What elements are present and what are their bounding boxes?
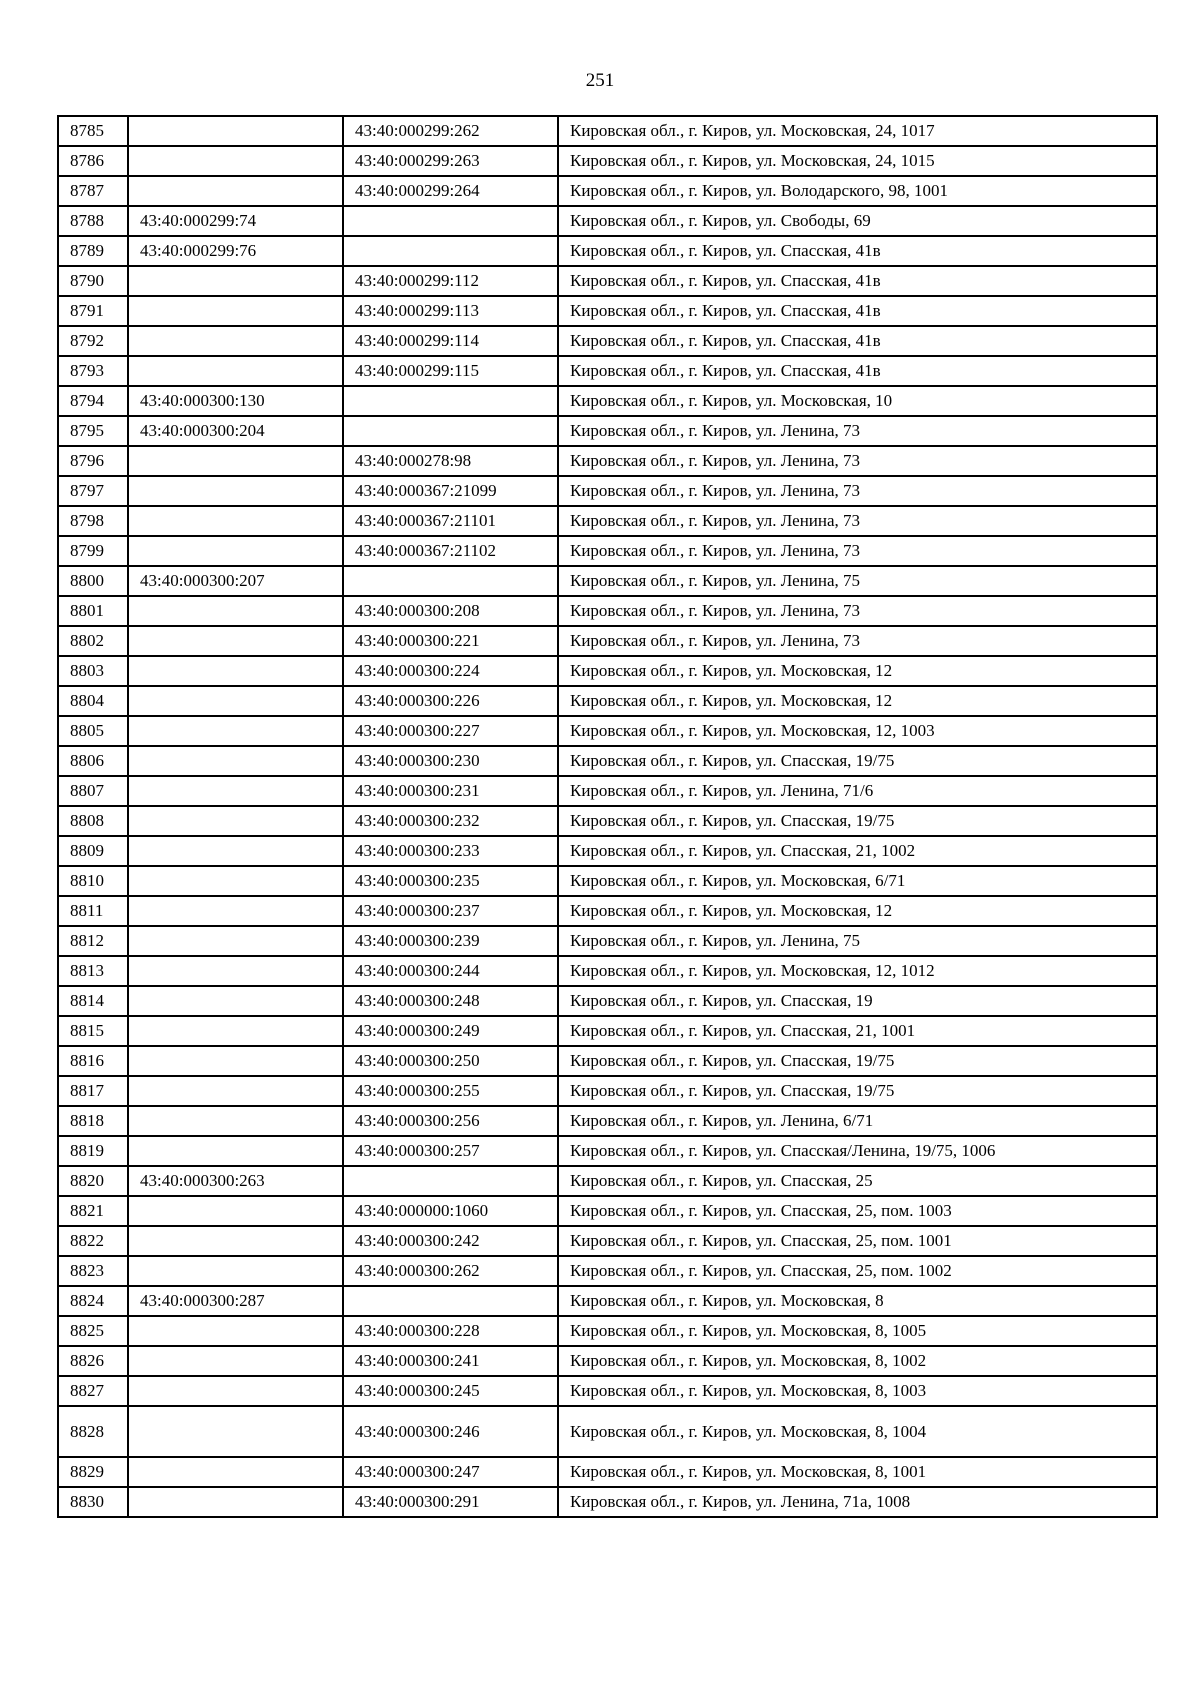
table-row — [58, 1457, 1157, 1487]
row-number-cell: 8816 — [58, 1046, 128, 1076]
row-number-cell: 8823 — [58, 1256, 128, 1286]
parcel-cadastral-number-cell: 43:40:000300:207 — [128, 566, 343, 596]
row-number-cell: 8812 — [58, 926, 128, 956]
address-cell: Кировская обл., г. Киров, ул. Московская, 24, 1015 — [558, 146, 1157, 176]
address-cell: Кировская обл., г. Киров, ул. Московская, 12, 1012 — [558, 956, 1157, 986]
table-row — [58, 266, 1157, 296]
parcel-cadastral-number-cell — [128, 806, 343, 836]
address-cell: Кировская обл., г. Киров, ул. Московская, 12 — [558, 656, 1157, 686]
address-cell: Кировская обл., г. Киров, ул. Ленина, 73 — [558, 626, 1157, 656]
parcel-cadastral-number-cell — [128, 1196, 343, 1226]
parcel-cadastral-number-cell — [128, 1487, 343, 1517]
address-cell: Кировская обл., г. Киров, ул. Московская, 8, 1001 — [558, 1457, 1157, 1487]
table-row — [58, 1346, 1157, 1376]
object-cadastral-number-cell: 43:40:000300:257 — [343, 1136, 558, 1166]
parcel-cadastral-number-cell — [128, 176, 343, 206]
parcel-cadastral-number-cell — [128, 326, 343, 356]
object-cadastral-number-cell: 43:40:000299:112 — [343, 266, 558, 296]
table-row — [58, 1046, 1157, 1076]
table-row — [58, 1076, 1157, 1106]
table-row — [58, 1286, 1157, 1316]
table-row — [58, 1316, 1157, 1346]
address-cell: Кировская обл., г. Киров, ул. Свободы, 69 — [558, 206, 1157, 236]
address-cell: Кировская обл., г. Киров, ул. Спасская, 21, 1002 — [558, 836, 1157, 866]
parcel-cadastral-number-cell — [128, 656, 343, 686]
object-cadastral-number-cell — [343, 206, 558, 236]
table-row — [58, 1226, 1157, 1256]
address-cell: Кировская обл., г. Киров, ул. Ленина, 71а, 1008 — [558, 1487, 1157, 1517]
row-number-cell: 8830 — [58, 1487, 128, 1517]
row-number-cell: 8796 — [58, 446, 128, 476]
table-row — [58, 896, 1157, 926]
table-row — [58, 626, 1157, 656]
table-row — [58, 356, 1157, 386]
row-number-cell: 8788 — [58, 206, 128, 236]
row-number-cell: 8808 — [58, 806, 128, 836]
address-cell: Кировская обл., г. Киров, ул. Спасская/Ленина, 19/75, 1006 — [558, 1136, 1157, 1166]
parcel-cadastral-number-cell — [128, 476, 343, 506]
table-row — [58, 956, 1157, 986]
object-cadastral-number-cell: 43:40:000300:232 — [343, 806, 558, 836]
registry-table-body — [58, 116, 1157, 1517]
parcel-cadastral-number-cell — [128, 1256, 343, 1286]
row-number-cell: 8824 — [58, 1286, 128, 1316]
parcel-cadastral-number-cell — [128, 1406, 343, 1457]
object-cadastral-number-cell: 43:40:000300:228 — [343, 1316, 558, 1346]
parcel-cadastral-number-cell — [128, 1106, 343, 1136]
row-number-cell: 8791 — [58, 296, 128, 326]
row-number-cell: 8803 — [58, 656, 128, 686]
object-cadastral-number-cell — [343, 1166, 558, 1196]
parcel-cadastral-number-cell — [128, 446, 343, 476]
table-row — [58, 386, 1157, 416]
row-number-cell: 8785 — [58, 116, 128, 146]
row-number-cell: 8801 — [58, 596, 128, 626]
parcel-cadastral-number-cell — [128, 1226, 343, 1256]
object-cadastral-number-cell: 43:40:000300:237 — [343, 896, 558, 926]
table-row — [58, 806, 1157, 836]
table-row — [58, 236, 1157, 266]
object-cadastral-number-cell: 43:40:000300:246 — [343, 1406, 558, 1457]
parcel-cadastral-number-cell — [128, 956, 343, 986]
object-cadastral-number-cell: 43:40:000300:262 — [343, 1256, 558, 1286]
address-cell: Кировская обл., г. Киров, ул. Московская, 12 — [558, 896, 1157, 926]
parcel-cadastral-number-cell — [128, 866, 343, 896]
row-number-cell: 8799 — [58, 536, 128, 566]
object-cadastral-number-cell — [343, 1286, 558, 1316]
row-number-cell: 8798 — [58, 506, 128, 536]
table-row — [58, 536, 1157, 566]
table-row — [58, 206, 1157, 236]
address-cell: Кировская обл., г. Киров, ул. Спасская, 25 — [558, 1166, 1157, 1196]
address-cell: Кировская обл., г. Киров, ул. Ленина, 73 — [558, 506, 1157, 536]
address-cell: Кировская обл., г. Киров, ул. Спасская, 25, пом. 1003 — [558, 1196, 1157, 1226]
object-cadastral-number-cell — [343, 416, 558, 446]
object-cadastral-number-cell — [343, 236, 558, 266]
row-number-cell: 8794 — [58, 386, 128, 416]
object-cadastral-number-cell: 43:40:000299:114 — [343, 326, 558, 356]
table-row — [58, 596, 1157, 626]
parcel-cadastral-number-cell — [128, 716, 343, 746]
address-cell: Кировская обл., г. Киров, ул. Спасская, 19/75 — [558, 746, 1157, 776]
table-row — [58, 1256, 1157, 1286]
object-cadastral-number-cell: 43:40:000367:21101 — [343, 506, 558, 536]
row-number-cell: 8790 — [58, 266, 128, 296]
address-cell: Кировская обл., г. Киров, ул. Спасская, 41в — [558, 326, 1157, 356]
table-row — [58, 986, 1157, 1016]
address-cell: Кировская обл., г. Киров, ул. Ленина, 73 — [558, 596, 1157, 626]
object-cadastral-number-cell: 43:40:000299:264 — [343, 176, 558, 206]
row-number-cell: 8827 — [58, 1376, 128, 1406]
address-cell: Кировская обл., г. Киров, ул. Ленина, 73 — [558, 536, 1157, 566]
row-number-cell: 8825 — [58, 1316, 128, 1346]
object-cadastral-number-cell: 43:40:000299:263 — [343, 146, 558, 176]
table-row — [58, 686, 1157, 716]
table-row — [58, 176, 1157, 206]
address-cell: Кировская обл., г. Киров, ул. Спасская, 19 — [558, 986, 1157, 1016]
address-cell: Кировская обл., г. Киров, ул. Московская, 10 — [558, 386, 1157, 416]
address-cell: Кировская обл., г. Киров, ул. Ленина, 75 — [558, 926, 1157, 956]
address-cell: Кировская обл., г. Киров, ул. Ленина, 73 — [558, 446, 1157, 476]
parcel-cadastral-number-cell: 43:40:000300:130 — [128, 386, 343, 416]
row-number-cell: 8814 — [58, 986, 128, 1016]
address-cell: Кировская обл., г. Киров, ул. Московская, 8, 1003 — [558, 1376, 1157, 1406]
parcel-cadastral-number-cell: 43:40:000299:76 — [128, 236, 343, 266]
row-number-cell: 8797 — [58, 476, 128, 506]
row-number-cell: 8786 — [58, 146, 128, 176]
table-row — [58, 746, 1157, 776]
address-cell: Кировская обл., г. Киров, ул. Ленина, 6/71 — [558, 1106, 1157, 1136]
row-number-cell: 8813 — [58, 956, 128, 986]
address-cell: Кировская обл., г. Киров, ул. Спасская, 41в — [558, 236, 1157, 266]
parcel-cadastral-number-cell — [128, 296, 343, 326]
object-cadastral-number-cell — [343, 386, 558, 416]
table-row — [58, 146, 1157, 176]
address-cell: Кировская обл., г. Киров, ул. Спасская, 25, пом. 1001 — [558, 1226, 1157, 1256]
table-row — [58, 116, 1157, 146]
parcel-cadastral-number-cell — [128, 986, 343, 1016]
table-row — [58, 446, 1157, 476]
row-number-cell: 8804 — [58, 686, 128, 716]
row-number-cell: 8826 — [58, 1346, 128, 1376]
address-cell: Кировская обл., г. Киров, ул. Московская, 8, 1002 — [558, 1346, 1157, 1376]
table-row — [58, 836, 1157, 866]
parcel-cadastral-number-cell — [128, 1046, 343, 1076]
address-cell: Кировская обл., г. Киров, ул. Спасская, 19/75 — [558, 806, 1157, 836]
object-cadastral-number-cell: 43:40:000300:256 — [343, 1106, 558, 1136]
object-cadastral-number-cell: 43:40:000300:242 — [343, 1226, 558, 1256]
parcel-cadastral-number-cell — [128, 596, 343, 626]
object-cadastral-number-cell: 43:40:000367:21102 — [343, 536, 558, 566]
address-cell: Кировская обл., г. Киров, ул. Московская, 8, 1004 — [558, 1406, 1157, 1457]
parcel-cadastral-number-cell — [128, 1136, 343, 1166]
address-cell: Кировская обл., г. Киров, ул. Московская, 8 — [558, 1286, 1157, 1316]
address-cell: Кировская обл., г. Киров, ул. Спасская, 21, 1001 — [558, 1016, 1157, 1046]
parcel-cadastral-number-cell — [128, 1016, 343, 1046]
parcel-cadastral-number-cell — [128, 1376, 343, 1406]
object-cadastral-number-cell: 43:40:000300:235 — [343, 866, 558, 896]
object-cadastral-number-cell: 43:40:000300:227 — [343, 716, 558, 746]
parcel-cadastral-number-cell — [128, 626, 343, 656]
row-number-cell: 8787 — [58, 176, 128, 206]
table-row — [58, 1016, 1157, 1046]
object-cadastral-number-cell: 43:40:000300:249 — [343, 1016, 558, 1046]
object-cadastral-number-cell: 43:40:000300:239 — [343, 926, 558, 956]
row-number-cell: 8815 — [58, 1016, 128, 1046]
object-cadastral-number-cell: 43:40:000000:1060 — [343, 1196, 558, 1226]
parcel-cadastral-number-cell — [128, 896, 343, 926]
row-number-cell: 8820 — [58, 1166, 128, 1196]
table-row — [58, 566, 1157, 596]
row-number-cell: 8806 — [58, 746, 128, 776]
address-cell: Кировская обл., г. Киров, ул. Спасская, 19/75 — [558, 1076, 1157, 1106]
address-cell: Кировская обл., г. Киров, ул. Спасская, 25, пом. 1002 — [558, 1256, 1157, 1286]
row-number-cell: 8795 — [58, 416, 128, 446]
row-number-cell: 8807 — [58, 776, 128, 806]
object-cadastral-number-cell: 43:40:000300:241 — [343, 1346, 558, 1376]
table-row — [58, 1106, 1157, 1136]
parcel-cadastral-number-cell — [128, 776, 343, 806]
parcel-cadastral-number-cell — [128, 686, 343, 716]
row-number-cell: 8819 — [58, 1136, 128, 1166]
object-cadastral-number-cell: 43:40:000300:245 — [343, 1376, 558, 1406]
object-cadastral-number-cell: 43:40:000299:115 — [343, 356, 558, 386]
address-cell: Кировская обл., г. Киров, ул. Спасская, 41в — [558, 296, 1157, 326]
parcel-cadastral-number-cell — [128, 1076, 343, 1106]
address-cell: Кировская обл., г. Киров, ул. Спасская, 41в — [558, 356, 1157, 386]
table-row — [58, 326, 1157, 356]
table-row — [58, 1166, 1157, 1196]
object-cadastral-number-cell: 43:40:000300:244 — [343, 956, 558, 986]
object-cadastral-number-cell: 43:40:000299:113 — [343, 296, 558, 326]
parcel-cadastral-number-cell: 43:40:000300:287 — [128, 1286, 343, 1316]
table-row — [58, 416, 1157, 446]
address-cell: Кировская обл., г. Киров, ул. Московская, 6/71 — [558, 866, 1157, 896]
address-cell: Кировская обл., г. Киров, ул. Ленина, 75 — [558, 566, 1157, 596]
object-cadastral-number-cell: 43:40:000300:224 — [343, 656, 558, 686]
table-row — [58, 866, 1157, 896]
row-number-cell: 8821 — [58, 1196, 128, 1226]
row-number-cell: 8822 — [58, 1226, 128, 1256]
address-cell: Кировская обл., г. Киров, ул. Ленина, 71/6 — [558, 776, 1157, 806]
registry-table — [57, 115, 1158, 1518]
row-number-cell: 8802 — [58, 626, 128, 656]
parcel-cadastral-number-cell — [128, 746, 343, 776]
table-row — [58, 1487, 1157, 1517]
object-cadastral-number-cell: 43:40:000367:21099 — [343, 476, 558, 506]
address-cell: Кировская обл., г. Киров, ул. Московская, 12 — [558, 686, 1157, 716]
parcel-cadastral-number-cell — [128, 266, 343, 296]
row-number-cell: 8805 — [58, 716, 128, 746]
object-cadastral-number-cell: 43:40:000300:226 — [343, 686, 558, 716]
object-cadastral-number-cell — [343, 566, 558, 596]
table-row — [58, 776, 1157, 806]
table-row — [58, 1196, 1157, 1226]
table-row — [58, 716, 1157, 746]
row-number-cell: 8793 — [58, 356, 128, 386]
row-number-cell: 8800 — [58, 566, 128, 596]
parcel-cadastral-number-cell — [128, 926, 343, 956]
object-cadastral-number-cell: 43:40:000300:233 — [343, 836, 558, 866]
object-cadastral-number-cell: 43:40:000300:231 — [343, 776, 558, 806]
parcel-cadastral-number-cell — [128, 836, 343, 866]
row-number-cell: 8789 — [58, 236, 128, 266]
parcel-cadastral-number-cell — [128, 356, 343, 386]
table-row — [58, 1136, 1157, 1166]
object-cadastral-number-cell: 43:40:000300:248 — [343, 986, 558, 1016]
address-cell: Кировская обл., г. Киров, ул. Московская, 8, 1005 — [558, 1316, 1157, 1346]
parcel-cadastral-number-cell — [128, 1316, 343, 1346]
table-row — [58, 1406, 1157, 1457]
parcel-cadastral-number-cell: 43:40:000300:204 — [128, 416, 343, 446]
row-number-cell: 8811 — [58, 896, 128, 926]
address-cell: Кировская обл., г. Киров, ул. Ленина, 73 — [558, 416, 1157, 446]
row-number-cell: 8817 — [58, 1076, 128, 1106]
address-cell: Кировская обл., г. Киров, ул. Спасская, 19/75 — [558, 1046, 1157, 1076]
object-cadastral-number-cell: 43:40:000300:247 — [343, 1457, 558, 1487]
table-row — [58, 926, 1157, 956]
address-cell: Кировская обл., г. Киров, ул. Московская, 12, 1003 — [558, 716, 1157, 746]
object-cadastral-number-cell: 43:40:000278:98 — [343, 446, 558, 476]
object-cadastral-number-cell: 43:40:000299:262 — [343, 116, 558, 146]
object-cadastral-number-cell: 43:40:000300:230 — [343, 746, 558, 776]
table-row — [58, 656, 1157, 686]
row-number-cell: 8809 — [58, 836, 128, 866]
address-cell: Кировская обл., г. Киров, ул. Московская, 24, 1017 — [558, 116, 1157, 146]
row-number-cell: 8829 — [58, 1457, 128, 1487]
table-row — [58, 506, 1157, 536]
parcel-cadastral-number-cell: 43:40:000299:74 — [128, 206, 343, 236]
object-cadastral-number-cell: 43:40:000300:255 — [343, 1076, 558, 1106]
row-number-cell: 8818 — [58, 1106, 128, 1136]
parcel-cadastral-number-cell: 43:40:000300:263 — [128, 1166, 343, 1196]
object-cadastral-number-cell: 43:40:000300:221 — [343, 626, 558, 656]
table-row — [58, 1376, 1157, 1406]
object-cadastral-number-cell: 43:40:000300:250 — [343, 1046, 558, 1076]
parcel-cadastral-number-cell — [128, 1346, 343, 1376]
row-number-cell: 8792 — [58, 326, 128, 356]
parcel-cadastral-number-cell — [128, 506, 343, 536]
row-number-cell: 8810 — [58, 866, 128, 896]
row-number-cell: 8828 — [58, 1406, 128, 1457]
table-row — [58, 296, 1157, 326]
page-number: 251 — [585, 70, 615, 91]
parcel-cadastral-number-cell — [128, 1457, 343, 1487]
address-cell: Кировская обл., г. Киров, ул. Володарского, 98, 1001 — [558, 176, 1157, 206]
parcel-cadastral-number-cell — [128, 146, 343, 176]
object-cadastral-number-cell: 43:40:000300:208 — [343, 596, 558, 626]
table-row — [58, 476, 1157, 506]
object-cadastral-number-cell: 43:40:000300:291 — [343, 1487, 558, 1517]
address-cell: Кировская обл., г. Киров, ул. Ленина, 73 — [558, 476, 1157, 506]
parcel-cadastral-number-cell — [128, 116, 343, 146]
parcel-cadastral-number-cell — [128, 536, 343, 566]
address-cell: Кировская обл., г. Киров, ул. Спасская, 41в — [558, 266, 1157, 296]
